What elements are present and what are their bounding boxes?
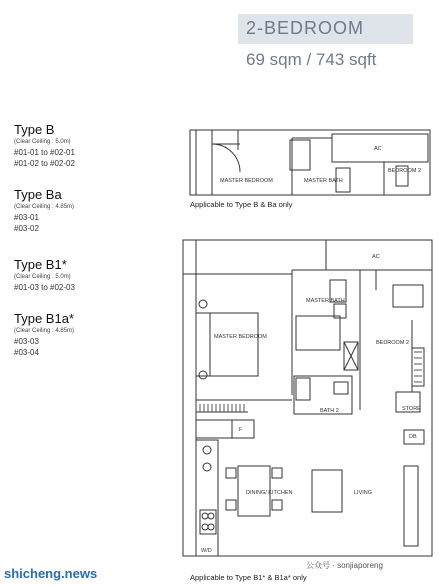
window-hatch (200, 352, 422, 412)
label-dining-kitchen: DINING/ KITCHEN (246, 490, 293, 496)
top-plan-caption: Applicable to Type B & Ba only (190, 200, 293, 209)
ceiling-note: (Clear Ceiling : 5.0m) (14, 274, 71, 280)
label-bath2: BATH 2 (320, 408, 339, 414)
label-master-bath: MASTER BATH (304, 178, 343, 184)
label-store: STORE (402, 406, 421, 412)
label-ac: AC (372, 254, 380, 260)
label-master-bath: MASTER BATH (306, 298, 345, 304)
label-wd: W/D (201, 548, 212, 554)
type-name: Type B (14, 122, 55, 137)
unit-range: #03-03 (14, 337, 39, 346)
unit-type-title: 2-BEDROOM (246, 18, 365, 38)
unit-range: #01-02 to #02-02 (14, 159, 75, 168)
type-name: Type Ba (14, 187, 62, 202)
unit-size: 69 sqm / 743 sqft (246, 50, 377, 69)
label-f: F (239, 427, 243, 433)
unit-range: #01-01 to #02-01 (14, 148, 75, 157)
unit-range: #03-04 (14, 348, 39, 357)
ceiling-note: (Clear Ceiling : 4.85m) (14, 328, 75, 334)
unit-range: #03-01 (14, 213, 39, 222)
label-db: DB (409, 434, 417, 440)
unit-range: #01-03 to #02-03 (14, 283, 75, 292)
watermark-right: 公众号 · sonjiaporeng (306, 561, 383, 570)
bottom-plan (183, 240, 432, 556)
label-bedroom2: BEDROOM 2 (376, 340, 410, 346)
type-name: Type B1* (14, 257, 67, 272)
label-master-bedroom: MASTER BEDROOM (214, 334, 267, 340)
label-bedroom2: BEDROOM 2 (388, 168, 422, 174)
label-ac: AC (374, 146, 382, 152)
top-plan (190, 130, 430, 195)
ceiling-note: (Clear Ceiling : 5.0m) (14, 139, 71, 145)
label-master-bedroom: MASTER BEDROOM (220, 178, 273, 184)
label-living: LIVING (354, 490, 373, 496)
watermark-left: shicheng.news (4, 566, 98, 581)
type-name: Type B1a* (14, 311, 74, 326)
unit-range: #03-02 (14, 224, 39, 233)
bottom-plan-caption: Applicable to Type B1* & B1a* only (190, 573, 307, 582)
ceiling-note: (Clear Ceiling : 4.85m) (14, 204, 75, 210)
